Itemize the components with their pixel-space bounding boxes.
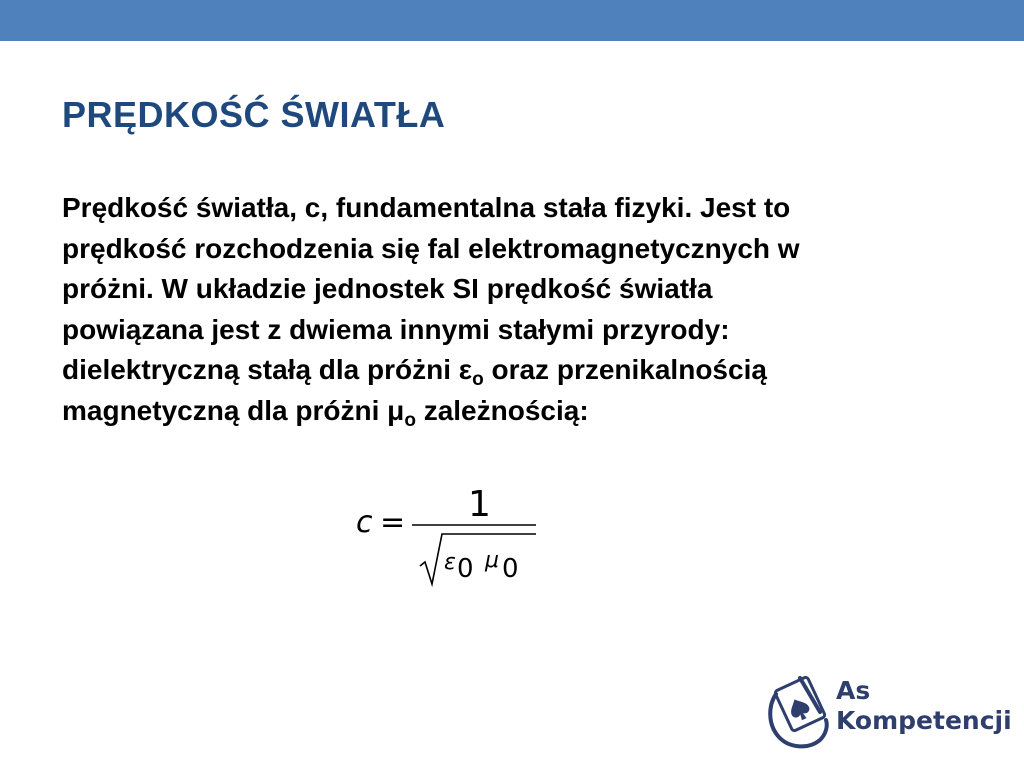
paragraph-line-6-rest: zależnością: (415, 394, 589, 426)
paragraph-line-5 (62, 350, 982, 391)
formula-epsilon-subscript: 0 (457, 554, 474, 584)
logo-text (836, 676, 1012, 736)
formula-mu: μ (485, 548, 499, 573)
formula-lhs: c (356, 505, 373, 540)
formula-numerator: 1 (468, 484, 491, 525)
formula-equals: = (380, 505, 406, 540)
slide-paragraph (62, 188, 982, 431)
speed-of-light-formula (350, 478, 550, 593)
formula-epsilon: ε (444, 550, 456, 575)
logo-line-2: Kompetencji (836, 706, 1012, 735)
mu-subscript: o (404, 409, 416, 431)
header-bar (0, 0, 1024, 41)
paragraph-line-2: prędkość rozchodzenia się fal elektromagnetycznych w (62, 232, 800, 264)
logo-line-1: As (836, 676, 871, 705)
paragraph-line-1: Prędkość światła, c, fundamentalna stała fizyki. Jest to (62, 192, 791, 223)
formula-mu-subscript: 0 (502, 554, 519, 584)
paragraph-line-4: powiązana jest z dwiema innymi stałymi przyrody: (62, 313, 730, 345)
spade-card-icon (770, 676, 827, 746)
sqrt-radical (420, 534, 536, 584)
slide-title: PRĘDKOŚĆ ŚWIATŁA (62, 94, 446, 135)
paragraph-line-5-rest: oraz przenikalnością (483, 354, 767, 385)
paragraph-line-5-text: dielektryczną stałą dla próżni ε (62, 354, 473, 385)
paragraph-line-6 (62, 391, 982, 432)
paragraph-line-6-text: magnetyczną dla próżni μ (62, 394, 405, 426)
epsilon-subscript: o (472, 369, 484, 390)
paragraph-line-3: próżni. W układzie jednostek SI prędkość światła (62, 273, 713, 304)
